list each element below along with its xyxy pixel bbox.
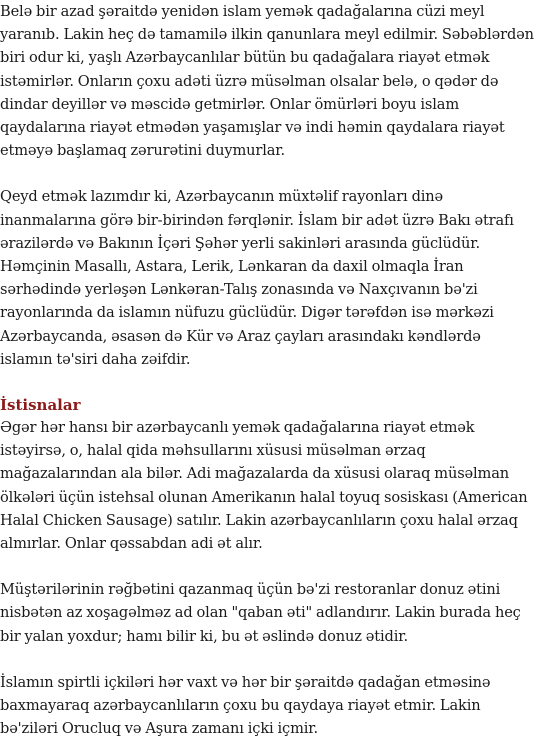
paragraph-alcohol: İslamın spirtli içkiləri hər vaxt və hər bir şəraitdə qadağan etməsinə baxmayaraq azərbaycanlıların çoxu bu qaydaya riayət etmir. Lakin bə'ziləri Orucluq və Aşura zamanı içki içmir.: [0, 673, 491, 738]
section-heading-exceptions: İstisnalar: [0, 396, 81, 415]
paragraph-gap: [0, 162, 536, 185]
paragraph-intro: Belə bir azad şəraitdə yenidən islam yemək qadağalarına cüzi meyl yaranıb. Lakin heç də tamamilə ilkin qanunlara meyl edilmir. Səbəblərdən biri odur ki, yaşlı Azərbaycanlılar bütün bu qadağalara riayət etmək istəmirlər. Onların çoxu adəti üzrə müsəlman olsalar belə, o qədər də dindar deyillər və məscidə getmirlər. Onlar ömürləri boyu islam qaydalarına riayət etmədən yaşamışlar və indi həmin qaydalara riayət etməyə başlamaq zərurətini duymurlar.: [0, 3, 534, 160]
paragraph-halal: Əgər hər hansı bir azərbaycanlı yemək qadağalarına riayət etmək istəyirsə, o, halal qida məhsullarını xüsusi müsəlman ərzaq mağazalarından ala bilər. Adi mağazalarda da xüsusi olaraq müsəlman ölkələri üçün istehsal olunan Amerikanın halal toyuq sosiskası (American Halal Chicken Sausage) satılır. Lakin azərbaycanlıların çoxu halal ərzaq almırlar. Onlar qəssabdan adi ət alır.: [0, 419, 528, 553]
paragraph-gap: [0, 371, 536, 394]
paragraph-restaurants: Müştərilərinin rəğbətini qazanmaq üçün bə'zi restoranlar donuz ətini nisbətən az xoşagəlməz ad olan "qaban əti" adlandırır. Lakin burada heç bir yalan yoxdur; hamı bilir ki, bu ət əslində donuz ətidir.: [0, 581, 521, 645]
paragraph-gap: [0, 648, 536, 671]
paragraph-gap: [0, 555, 536, 578]
paragraph-regions: Qeyd etmək lazımdır ki, Azərbaycanın müxtəlif rayonları dinə inanmalarına görə bir-birindən fərqlənir. İslam bir adət üzrə Bakı ətrafı ərazilərdə və Bakının İçəri Şəhər yerli sakinləri arasında güclüdür. Həmçinin Masallı, Astara, Lerik, Lənkaran da daxil olmaqla İran sərhədində yerləşən Lənkəran-Talış zonasında və Naxçıvanın bə'zi rayonlarında da islamın nüfuzu güclüdür. Digər tərəfdən isə mərkəzi Azərbaycanda, əsasən də Kür və Araz çayları arasındakı kəndlərdə islamın tə'siri daha zəifdir.: [0, 188, 514, 368]
